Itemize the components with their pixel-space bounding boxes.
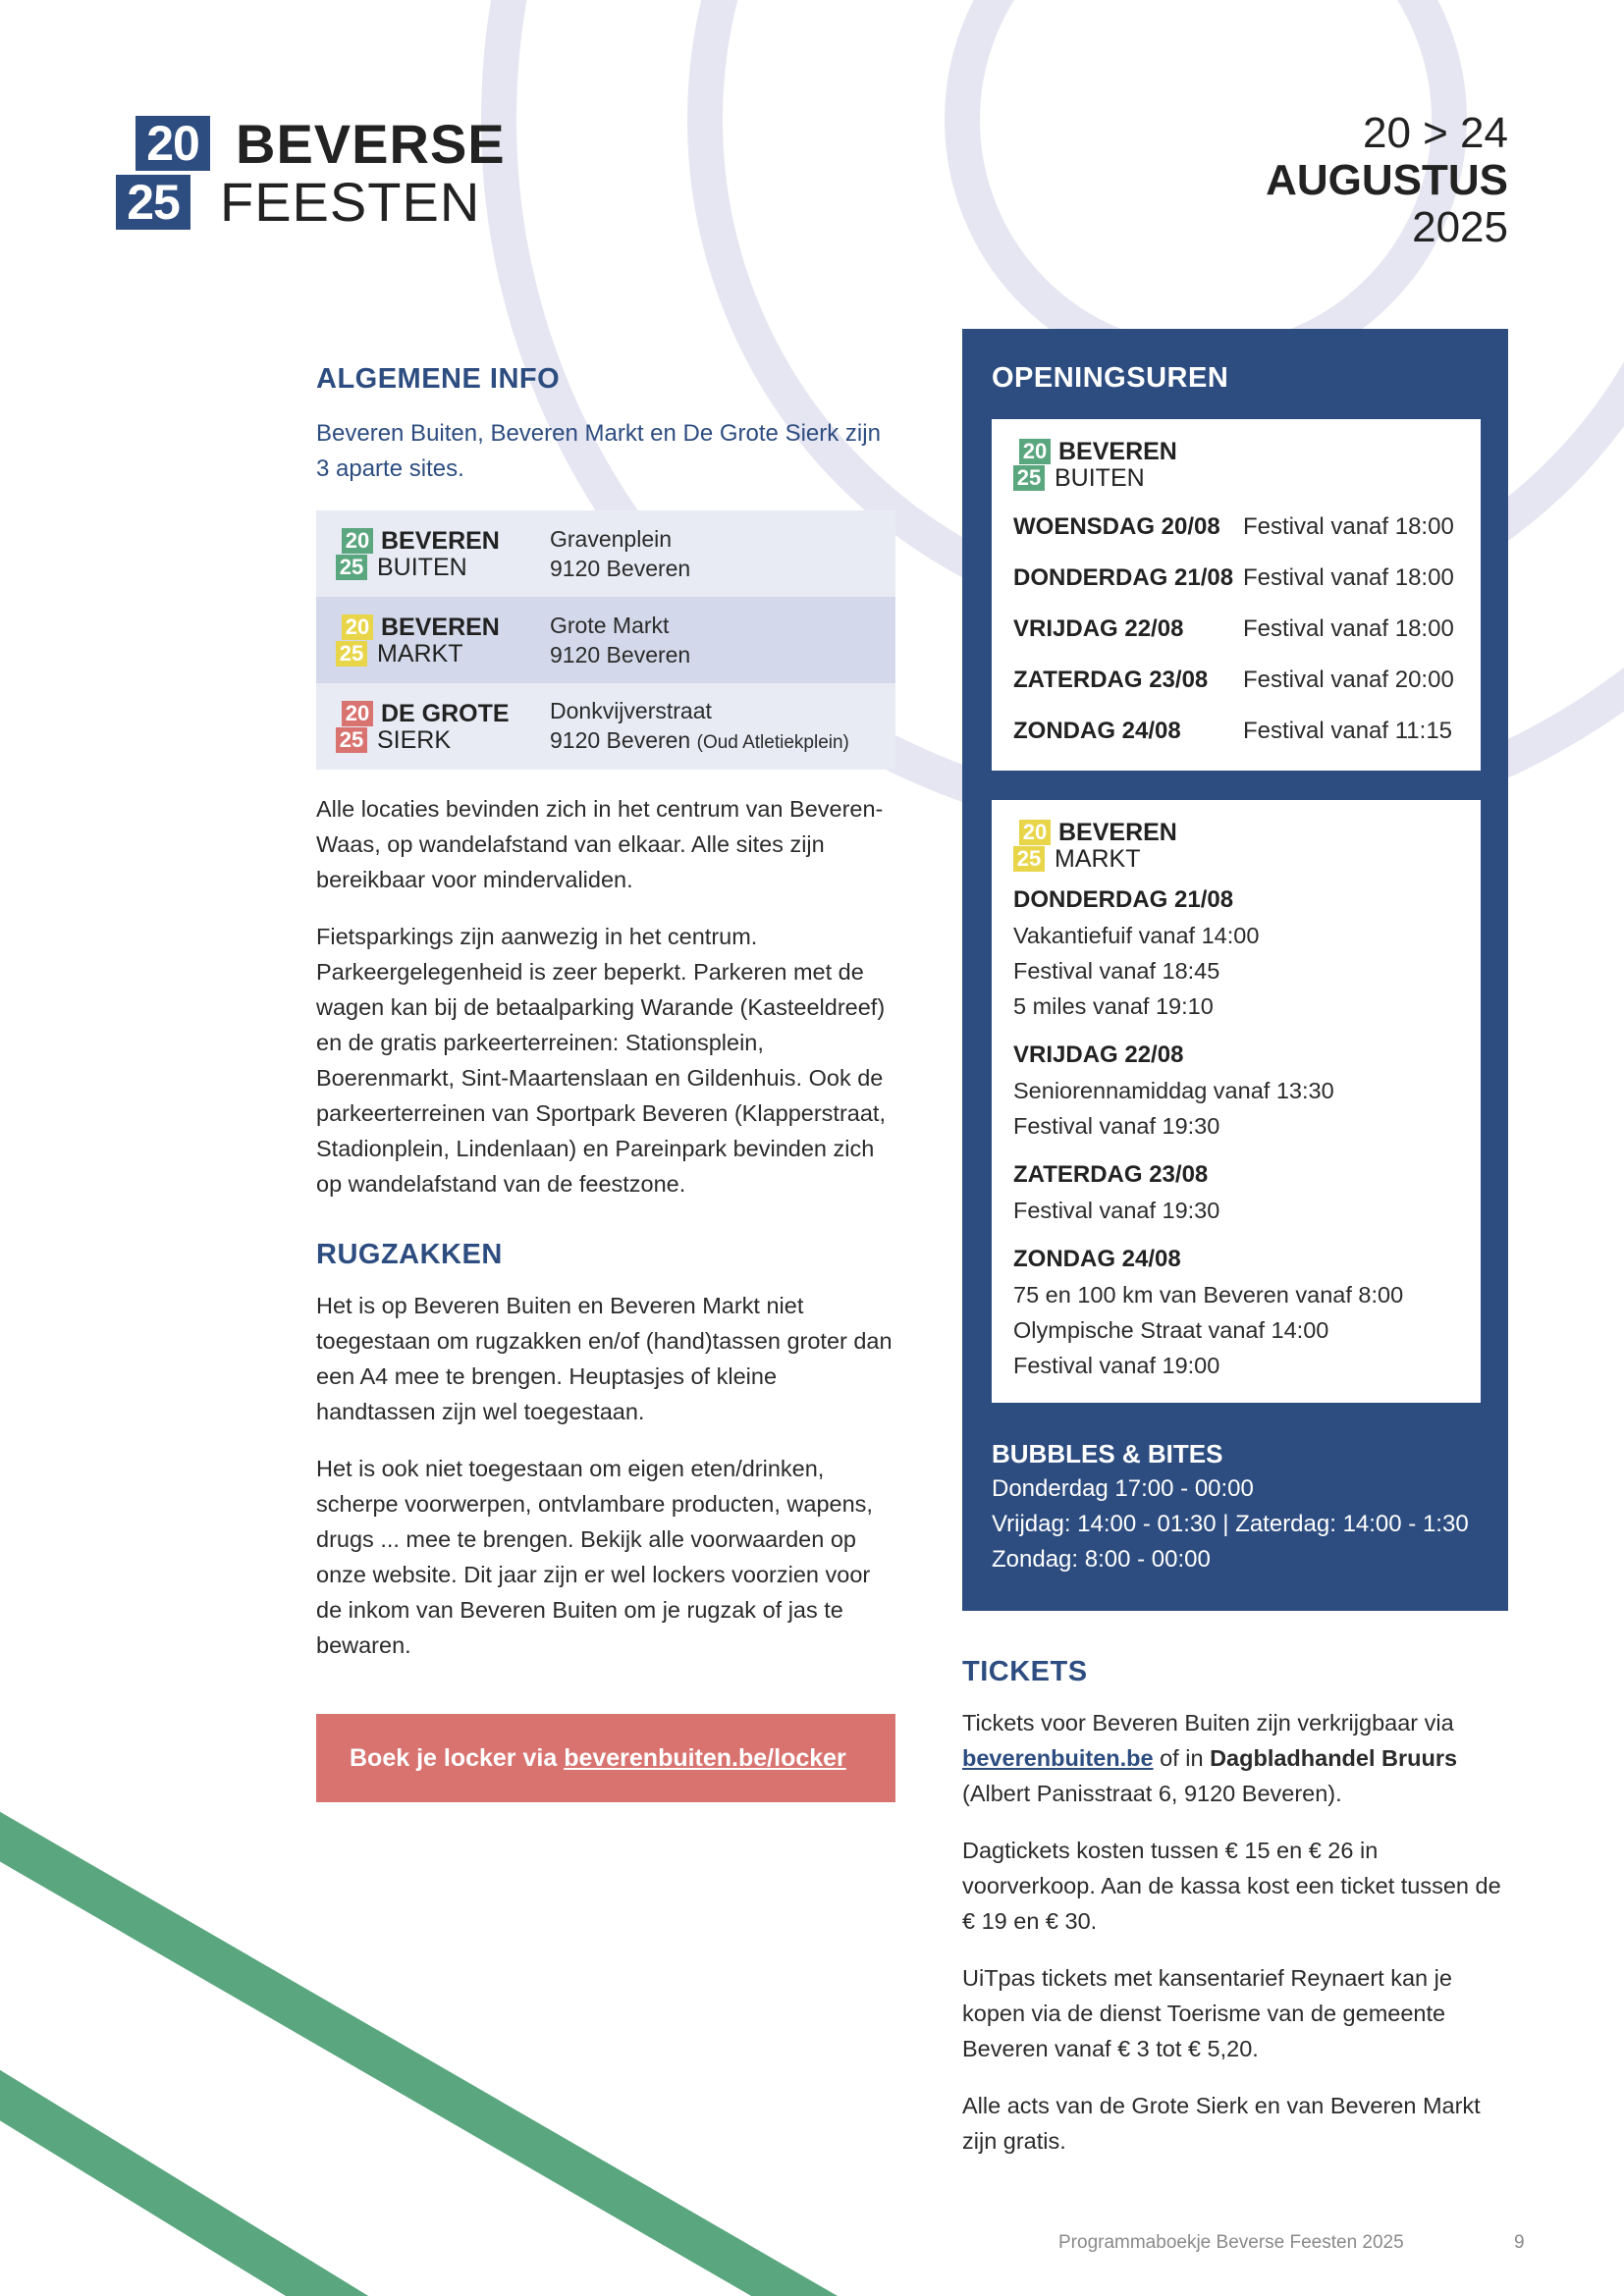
location-address [550,696,849,758]
locker-link[interactable]: beverenbuiten.be/locker [564,1744,846,1772]
location-street: Gravenplein [550,526,673,552]
locations-paragraph: Alle locaties bevinden zich in het centrum van Beveren-Waas, op wandelafstand van elkaar. Alle sites zijn bereikbaar voor mindervaliden. [316,796,884,892]
festival-logo [116,113,506,233]
beveren-markt-schedule [1013,882,1459,1383]
date-year: 2025 [1412,203,1508,251]
logo-number-bottom: 25 [1013,465,1045,491]
beveren-buiten-schedule [1013,502,1459,757]
decor-stripe-2 [0,2071,393,2296]
bubbles-bites-line: Zondag: 8:00 - 00:00 [992,1546,1211,1573]
tickets-paragraph-2: Dagtickets kosten tussen € 15 en € 26 in voorverkoop. Aan de kassa kost een ticket tussen de € 19 en € 30. [962,1838,1501,1934]
location-logo [316,699,550,754]
tickets-paragraph-1: Tickets voor Beveren Buiten zijn verkrijgbaar via beverenbuiten.be of in Dagbladhandel Bruurs (Albert Panisstraat 6, 9120 Beveren). [962,1710,1458,1806]
schedule-event: Festival vanaf 18:00 [1243,513,1454,540]
locker-button-text: Boek je locker via [350,1744,565,1772]
general-info-heading: ALGEMENE INFO [316,363,561,395]
schedule-event: Festival vanaf 20:00 [1243,667,1454,693]
schedule-day: ZONDAG 24/08 [1013,718,1181,744]
location-street: Donkvijverstraat [550,697,712,723]
schedule-event: Festival vanaf 18:45 [1013,958,1220,984]
location-row [316,597,895,683]
logo-number-top: 20 [342,614,373,640]
location-city-line [550,640,690,669]
schedule-event: Festival vanaf 19:00 [1013,1353,1220,1378]
backpacks-paragraph-2: Het is ook niet toegestaan om eigen eten/drinken, scherpe voorwerpen, ontvlambare producten, wapens, drugs ... mee te brengen. Bekijk alle voorwaarden op onze website. Dit jaar zijn er wel lockers voorzien voor de inkom van Beveren Buiten om je rugzak of jas te bewaren. [316,1456,873,1658]
location-row [316,510,895,597]
schedule-row [1013,502,1459,553]
date-month: AUGUSTUS [1266,156,1508,204]
decor-stripe-1 [0,1814,864,2296]
site-logo [336,699,550,754]
schedule-day: DONDERDAG 21/08 [1013,886,1234,913]
locations-table [316,510,895,770]
logo-word-2: FEESTEN [220,171,481,233]
logo-number-top: 20 [1019,439,1051,464]
location-city: 9120 Beveren [550,642,691,667]
logo-word-2: BUITEN [377,554,467,581]
beveren-buiten-card [992,419,1481,771]
backpacks-paragraph-1: Het is op Beveren Buiten en Beveren Markt niet toegestaan om rugzakken en/of (hand)tassen groter dan een A4 mee te brengen. Heuptasjes of kleine handtassen zijn wel toegestaan. [316,1293,893,1424]
shop-name: Dagbladhandel Bruurs [1210,1745,1458,1771]
parking-paragraph: Fietsparkings zijn aanwezig in het centrum. Parkeergelegenheid is zeer beperkt. Parkeren met de wagen kan bij de betaalparking Warande (Kasteeldreef) en de gratis parkeerterreinen: Stationsplein, Boerenmarkt, Sint-Maartenslaan en Gildenhuis. Ook de parkeerterreinen van Sportpark Beveren (Klapperstraat, Stadionplein, Lindenlaan) en Pareinpark bevinden zich op wandelafstand van de feestzone. [316,924,886,1197]
location-logo [316,613,550,667]
schedule-event: Vakantiefuif vanaf 14:00 [1013,923,1260,948]
schedule-event: Festival vanaf 18:00 [1243,564,1454,591]
site-logo [336,526,550,581]
schedule-event: Festival vanaf 19:30 [1013,1113,1220,1139]
opening-hours-heading: OPENINGSUREN [992,362,1229,394]
opening-hours-panel [962,329,1508,1611]
schedule-row [1013,553,1459,604]
left-column [316,359,895,1802]
beveren-buiten-logo [1013,437,1459,492]
logo-word-2: MARKT [377,640,463,667]
location-city-line [550,725,849,758]
tickets-link[interactable]: beverenbuiten.be [962,1745,1154,1771]
location-street: Grote Markt [550,613,670,638]
logo-word-1: DE GROTE [381,700,510,727]
bubbles-bites-line: Vrijdag: 14:00 - 01:30 | Zaterdag: 14:00 - 1:30 [992,1511,1469,1537]
schedule-event: Festival vanaf 18:00 [1243,615,1454,642]
beveren-markt-card [992,800,1481,1403]
schedule-event: Festival vanaf 11:15 [1243,718,1453,744]
logo-word-2: MARKT [1055,845,1141,873]
schedule-event: Festival vanaf 19:30 [1013,1198,1220,1223]
logo-number-bottom: 25 [336,641,367,667]
schedule-event: 75 en 100 km van Beveren vanaf 8:00 [1013,1282,1404,1308]
logo-word-1: BEVEREN [381,614,500,641]
schedule-day: ZATERDAG 23/08 [1013,1161,1209,1188]
book-locker-button[interactable] [316,1714,895,1802]
location-city-line [550,554,690,583]
logo-word-2: SIERK [377,726,452,754]
tickets-section [962,1652,1508,2159]
festival-dates [1266,110,1508,251]
schedule-day: ZONDAG 24/08 [1013,1246,1181,1272]
location-city: 9120 Beveren [550,556,691,581]
tickets-heading: TICKETS [962,1656,1088,1687]
bubbles-bites-title: BUBBLES & BITES [992,1439,1223,1468]
logo-number-top: 20 [342,701,373,726]
logo-word-1: BEVEREN [1058,819,1177,846]
location-row [316,683,895,770]
location-city: 9120 Beveren [550,726,691,753]
logo-word-1: BEVEREN [381,527,500,555]
right-column [962,329,1508,2159]
backpacks-heading: RUGZAKKEN [316,1239,503,1270]
schedule-event: Olympische Straat vanaf 14:00 [1013,1317,1329,1343]
tickets-paragraph-4: Alle acts van de Grote Sierk en van Beveren Markt zijn gratis. [962,2093,1481,2154]
general-info-intro: Beveren Buiten, Beveren Markt en De Grote Sierk zijn 3 aparte sites. [316,420,881,482]
bubbles-bites-line: Donderdag 17:00 - 00:00 [992,1475,1254,1502]
logo-number-top: 20 [135,116,210,171]
schedule-day: VRIJDAG 22/08 [1013,1041,1184,1068]
location-logo [316,526,550,581]
date-range: 20 > 24 [1362,109,1508,157]
logo-number-top: 20 [342,528,373,554]
location-address [550,611,690,669]
footer-text: Programmaboekje Beverse Feesten 2025 [1058,2232,1404,2253]
schedule-day: VRIJDAG 22/08 [1013,615,1184,642]
logo-word-1: BEVERSE [236,113,506,175]
bubbles-bites-section [992,1436,1481,1577]
logo-word-1: BEVEREN [1058,438,1177,465]
tickets-paragraph-3: UiTpas tickets met kansentarief Reynaert kan je kopen via de dienst Toerisme van de gemeente Beveren vanaf € 3 tot € 5,20. [962,1965,1452,2061]
schedule-row [1013,604,1459,655]
location-address [550,524,690,583]
page-number: 9 [1514,2232,1525,2253]
logo-number-bottom: 25 [1013,846,1045,872]
schedule-day: ZATERDAG 23/08 [1013,667,1209,693]
logo-word-2: BUITEN [1055,464,1145,492]
schedule-event: Seniorennamiddag vanaf 13:30 [1013,1078,1334,1103]
beveren-markt-logo [1013,818,1459,873]
schedule-row [1013,706,1459,757]
site-logo [336,613,550,667]
location-note: (Oud Atletiekplein) [696,731,849,753]
schedule-day: DONDERDAG 21/08 [1013,564,1234,591]
schedule-day: WOENSDAG 20/08 [1013,513,1220,540]
logo-number-bottom: 25 [336,555,367,580]
logo-number-bottom: 25 [116,175,190,230]
logo-number-top: 20 [1019,820,1051,845]
schedule-event: 5 miles vanaf 19:10 [1013,993,1214,1019]
schedule-row [1013,655,1459,706]
logo-number-bottom: 25 [336,727,367,753]
